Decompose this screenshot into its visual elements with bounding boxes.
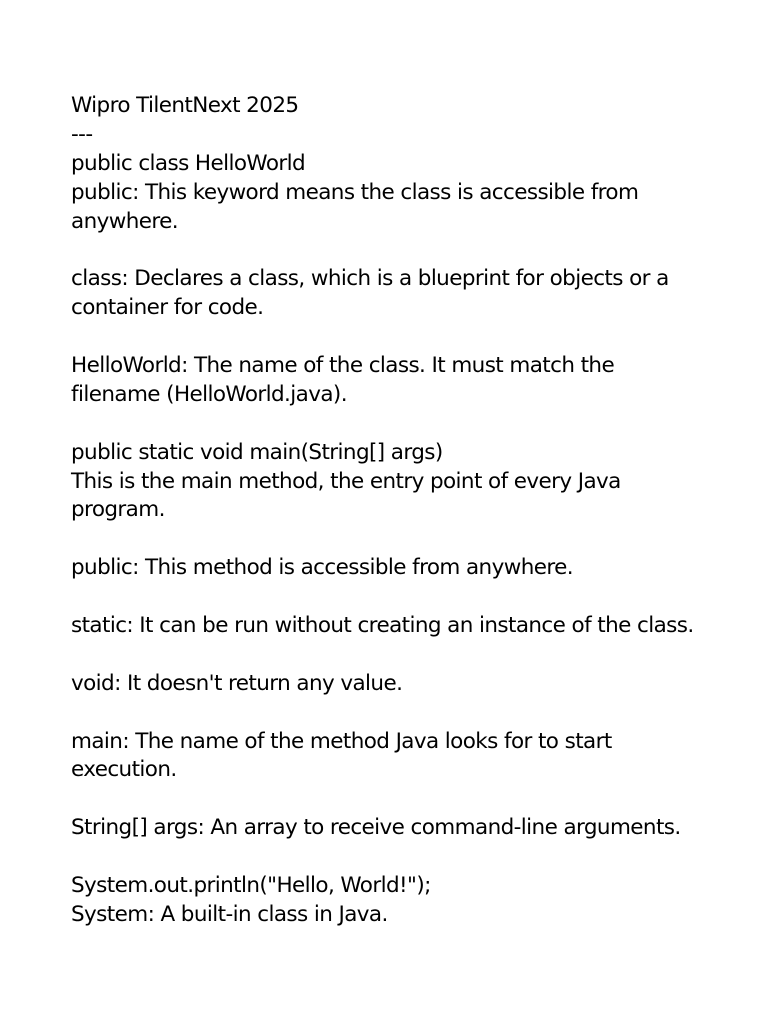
text-line: anywhere.: [71, 208, 178, 234]
text-line: String[] args: An array to receive command-line arguments.: [71, 815, 681, 841]
document-body: [71, 92, 711, 930]
blank-line: [71, 236, 711, 265]
text-line: public: This method is accessible from anywhere.: [71, 555, 573, 581]
text-line: main: The name of the method Java looks for to start: [71, 728, 612, 754]
blank-line: [71, 699, 711, 728]
text-line: class: Declares a class, which is a blueprint for objects or a: [71, 266, 669, 292]
text-line: void: It doesn't return any value.: [71, 670, 403, 696]
code-heading: System.out.println("Hello, World!");: [71, 873, 431, 899]
text-line: filename (HelloWorld.java).: [71, 381, 347, 407]
blank-line: [71, 641, 711, 670]
blank-line: [71, 785, 711, 814]
blank-line: [71, 323, 711, 352]
text-line: This is the main method, the entry point of every Java: [71, 468, 621, 494]
blank-line: [71, 410, 711, 439]
text-line: execution.: [71, 757, 177, 783]
text-line: program.: [71, 497, 165, 523]
text-line: HelloWorld: The name of the class. It must match the: [71, 353, 615, 379]
text-line: container for code.: [71, 295, 264, 321]
blank-line: [71, 525, 711, 554]
text-line: static: It can be run without creating an instance of the class.: [71, 613, 694, 639]
separator-line: ---: [71, 121, 93, 147]
document-title: Wipro TilentNext 2025: [71, 93, 299, 118]
code-heading: public static void main(String[] args): [71, 439, 443, 465]
blank-line: [71, 843, 711, 872]
blank-line: [71, 583, 711, 612]
text-line: System: A built-in class in Java.: [71, 901, 388, 927]
code-heading: public class HelloWorld: [71, 150, 306, 176]
text-line: public: This keyword means the class is accessible from: [71, 179, 639, 205]
